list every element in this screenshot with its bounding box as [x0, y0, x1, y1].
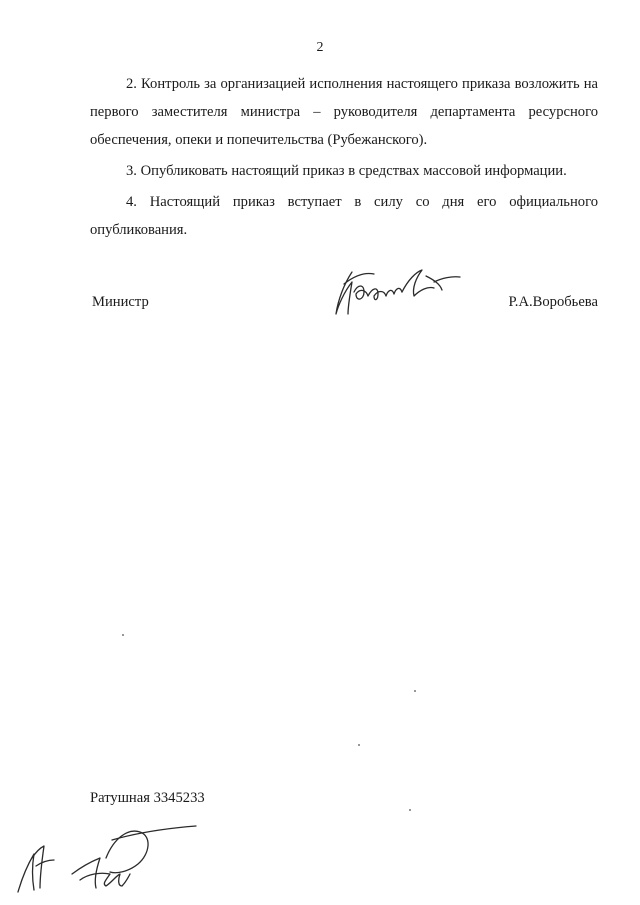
approval-initials-signature [10, 818, 200, 898]
minister-handwritten-signature [330, 262, 465, 322]
page-number: 2 [316, 40, 324, 55]
paragraph-number: 4. [126, 194, 137, 210]
scan-speck [409, 809, 411, 811]
scan-speck [414, 690, 416, 692]
paragraph-text: Опубликовать настоящий приказ в средствах массовой информации. [140, 163, 567, 179]
scan-speck [358, 744, 360, 746]
signer-name: Р.А.Воробьева [508, 294, 598, 310]
paragraph-text: Контроль за организацией исполнения настоящего приказа возложить на первого заместителя министра – руководителя департамента ресурсного обеспечения, опеки и попечительства (Рубежанского). [90, 76, 598, 148]
paragraph-3 [90, 157, 598, 185]
order-body [90, 70, 598, 247]
paragraph-4 [90, 188, 598, 244]
executor-contact: Ратушная 3345233 [90, 790, 205, 806]
paragraph-number: 2. [126, 76, 137, 92]
scan-speck [122, 634, 124, 636]
signer-title: Министр [92, 294, 149, 310]
paragraph-text: Настоящий приказ вступает в силу со дня его официального опубликования. [90, 194, 598, 238]
paragraph-number: 3. [126, 163, 137, 179]
paragraph-2 [90, 70, 598, 154]
